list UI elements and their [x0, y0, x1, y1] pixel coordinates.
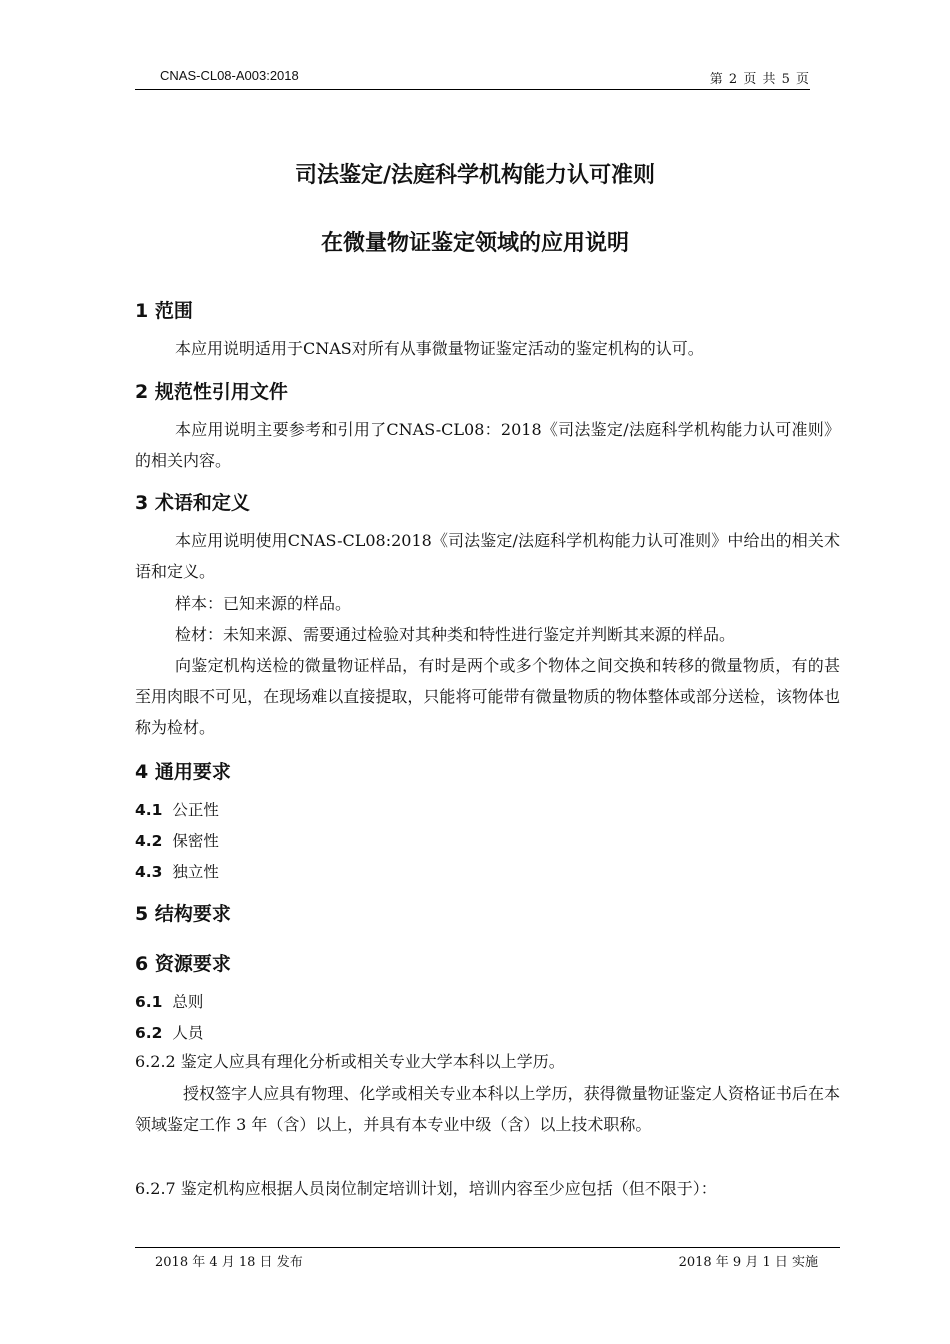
subsection-6-2	[135, 1021, 203, 1043]
section-3-body: 本应用说明使用CNAS-CL08:2018《司法鉴定/法庭科学机构能力认可准则》中给出的相关术语和定义。	[135, 531, 840, 581]
subsection-4-3	[135, 860, 219, 882]
clause-6-2-2-signatory: 授权签字人应具有物理、化学或相关专业本科以上学历，获得微量物证鉴定人资格证书后在本领域鉴定工作 3 年（含）以上，并具有本专业中级（含）以上技术职称。	[135, 1084, 840, 1134]
section-6-heading: 6 资源要求	[135, 953, 231, 975]
subsection-number: 4.3	[135, 863, 163, 881]
subsection-number: 6.1	[135, 993, 163, 1011]
subsection-label: 公正性	[172, 801, 219, 819]
term-test-material: 检材：未知来源、需要通过检验对其种类和特性进行鉴定并判断其来源的样品。	[175, 625, 736, 644]
subsection-4-1	[135, 798, 219, 820]
clause-6-2-7: 6.2.7 鉴定机构应根据人员岗位制定培训计划，培训内容至少应包括（但不限于）：	[135, 1179, 717, 1198]
clause-6-2-2: 6.2.2 鉴定人应具有理化分析或相关专业大学本科以上学历。	[135, 1052, 565, 1071]
subsection-label: 总则	[172, 993, 204, 1011]
subsection-number: 4.2	[135, 832, 163, 850]
subsection-number: 6.2	[135, 1024, 163, 1042]
subsection-label: 保密性	[172, 832, 219, 850]
subsection-6-1	[135, 990, 203, 1012]
footer-divider	[135, 1247, 840, 1248]
subsection-label: 人员	[172, 1024, 204, 1042]
subsection-label: 独立性	[172, 863, 219, 881]
doc-title-line2: 在微量物证鉴定领域的应用说明	[320, 231, 629, 256]
section-1-body: 本应用说明适用于CNAS对所有从事微量物证鉴定活动的鉴定机构的认可。	[175, 339, 704, 358]
term-sample: 样本：已知来源的样品。	[175, 594, 352, 613]
section-2-body: 本应用说明主要参考和引用了CNAS-CL08：2018《司法鉴定/法庭科学机构能力认可准则》的相关内容。	[135, 420, 840, 470]
section-1-heading: 1 范围	[135, 300, 193, 322]
issue-date: 2018 年 4 月 18 日 发布	[155, 1255, 303, 1270]
subsection-4-2	[135, 829, 219, 851]
section-4-heading: 4 通用要求	[135, 761, 231, 783]
subsection-number: 4.1	[135, 801, 163, 819]
section-3-heading: 3 术语和定义	[135, 492, 250, 514]
page-info: 第 2 页 共 5 页	[709, 72, 810, 87]
section-5-heading: 5 结构要求	[135, 903, 231, 925]
doc-code: CNAS-CL08-A003:2018	[160, 68, 299, 83]
section-3-note: 向鉴定机构送检的微量物证样品，有时是两个或多个物体之间交换和转移的微量物质，有的甚至用肉眼不可见，在现场难以直接提取，只能将可能带有微量物质的物体整体或部分送检，该物体也称为检材。	[135, 656, 840, 737]
doc-title-line1: 司法鉴定/法庭科学机构能力认可准则	[294, 163, 656, 188]
header-divider	[135, 89, 810, 90]
effective-date: 2018 年 9 月 1 日 实施	[678, 1255, 818, 1270]
section-2-heading: 2 规范性引用文件	[135, 381, 288, 403]
